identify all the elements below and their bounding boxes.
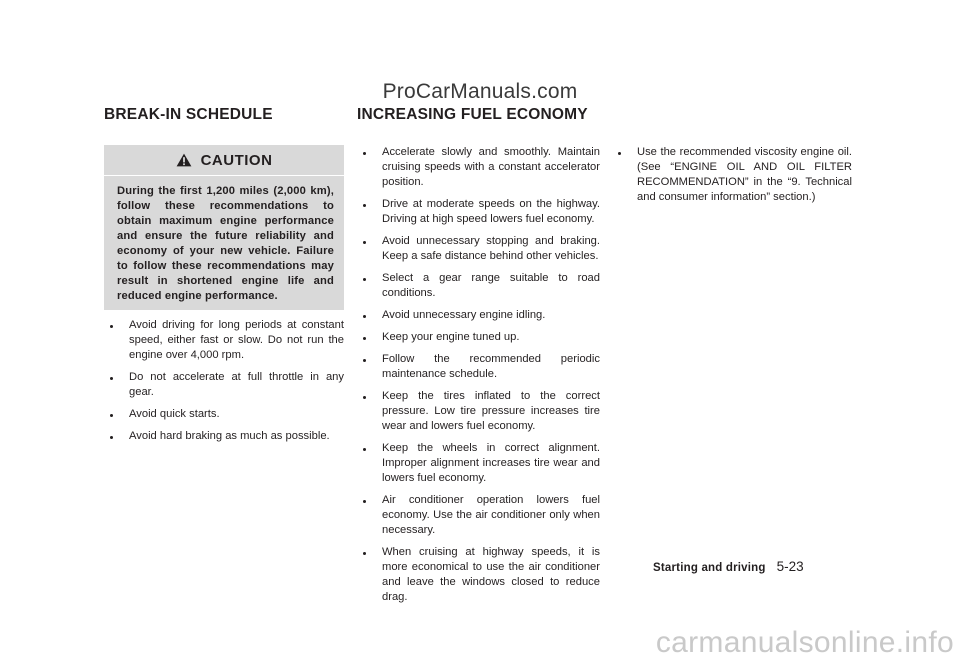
list-item — [612, 145, 852, 205]
list-item — [104, 370, 344, 400]
list-item-text: Avoid hard braking as much as possible. — [129, 430, 330, 442]
watermark-top: ProCarManuals.com — [382, 80, 578, 103]
footer-section-title: Starting and driving — [653, 562, 766, 574]
list-item-text: Avoid driving for long periods at constant speed, either fast or slow. Do not run the engine over 4,000 rpm. — [129, 319, 344, 361]
bullet-dot — [110, 377, 113, 380]
list-item — [104, 318, 344, 363]
list-item-text: Do not accelerate at full throttle in any gear. — [129, 371, 344, 398]
list-item — [357, 145, 600, 190]
list-item-text: Keep the wheels in correct alignment. Improper alignment increases tire wear and lowers fuel economy. — [382, 442, 600, 484]
list-item — [357, 545, 600, 605]
caution-box — [104, 145, 344, 310]
bullet-dot — [363, 278, 366, 281]
bullet-dot — [363, 552, 366, 555]
caution-label: CAUTION — [200, 151, 273, 169]
list-item-text: Keep the tires inflated to the correct pressure. Low tire pressure increases tire wear and lowers fuel economy. — [382, 390, 600, 432]
list-item-text: Accelerate slowly and smoothly. Maintain cruising speeds with a constant accelerator position. — [382, 146, 600, 188]
list-item-text: When cruising at highway speeds, it is more economical to use the air conditioner and leave the windows closed to reduce drag. — [382, 546, 600, 603]
list-item — [357, 271, 600, 301]
fuel-economy-list — [357, 145, 600, 605]
bullet-dot — [110, 414, 113, 417]
list-item — [357, 389, 600, 434]
list-item-text: Follow the recommended periodic maintenance schedule. — [382, 353, 600, 380]
list-item — [357, 234, 600, 264]
bullet-dot — [618, 152, 621, 155]
watermark-bottom: carmanualsonline.info — [655, 626, 954, 659]
list-item — [357, 493, 600, 538]
bullet-dot — [363, 396, 366, 399]
list-item — [357, 197, 600, 227]
list-item-text: Use the recommended viscosity engine oil. (See “ENGINE OIL AND OIL FILTER RECOMMENDATION” in the “9. Technical and consumer information” section.) — [637, 146, 852, 203]
bullet-dot — [363, 337, 366, 340]
caution-header — [104, 145, 344, 176]
page-footer — [653, 559, 804, 574]
bullet-dot — [363, 204, 366, 207]
bullet-dot — [363, 152, 366, 155]
page-number: 5-23 — [776, 559, 804, 574]
list-item-text: Select a gear range suitable to road conditions. — [382, 272, 600, 299]
bullet-dot — [363, 448, 366, 451]
list-item-text: Drive at moderate speeds on the highway. Driving at high speed lowers fuel economy. — [382, 198, 600, 225]
bullet-dot — [363, 241, 366, 244]
bullet-dot — [363, 500, 366, 503]
break-in-title: BREAK-IN SCHEDULE — [104, 106, 273, 123]
fuel-economy-column-2 — [612, 145, 852, 212]
list-item — [357, 330, 600, 345]
list-item-text: Air conditioner operation lowers fuel economy. Use the air conditioner only when necessary. — [382, 494, 600, 536]
list-item — [104, 407, 344, 422]
break-in-column — [104, 145, 344, 451]
list-item — [357, 308, 600, 323]
caution-text: During the first 1,200 miles (2,000 km), follow these recommendations to obtain maximum engine performance and ensure the future reliability and economy of your new vehicle. Failure to follow these recommendations may result in shortened engine life and reduced engine performance. — [117, 185, 334, 302]
bullet-dot — [363, 359, 366, 362]
fuel-economy-column-1 — [357, 145, 600, 612]
bullet-dot — [110, 436, 113, 439]
list-item — [104, 429, 344, 444]
list-item-text: Keep your engine tuned up. — [382, 331, 520, 343]
warning-triangle-icon — [176, 153, 192, 167]
fuel-economy-list-continued — [612, 145, 852, 205]
list-item-text: Avoid quick starts. — [129, 408, 220, 420]
list-item-text: Avoid unnecessary stopping and braking. Keep a safe distance behind other vehicles. — [382, 235, 600, 262]
list-item-text: Avoid unnecessary engine idling. — [382, 309, 546, 321]
fuel-economy-title: INCREASING FUEL ECONOMY — [357, 106, 588, 123]
list-item — [357, 352, 600, 382]
list-item — [357, 441, 600, 486]
bullet-dot — [110, 325, 113, 328]
break-in-list — [104, 318, 344, 444]
bullet-dot — [363, 315, 366, 318]
